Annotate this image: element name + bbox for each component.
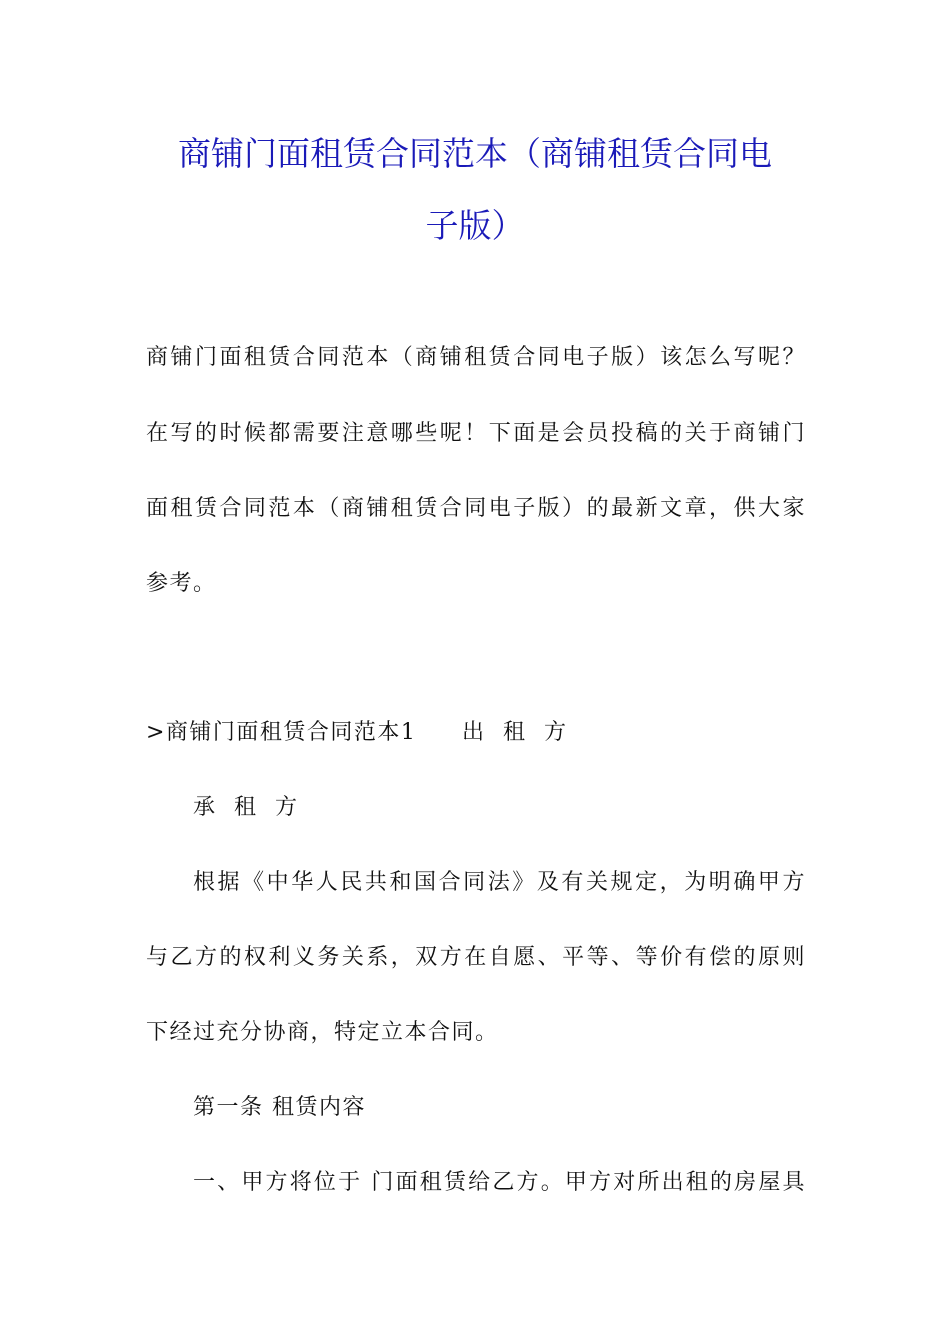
article-1-line-1: 一、甲方将位于 门面租赁给乙方。甲方对所出租的房屋具	[193, 1170, 806, 1195]
title-line-1: 商铺门面租赁合同范本（商铺租赁合同电	[178, 134, 772, 173]
preamble-line-2: 与乙方的权利义务关系，双方在自愿、平等、等价有偿的原则	[146, 945, 806, 970]
preamble-line-1: 根据《中华人民共和国合同法》及有关规定，为明确甲方	[193, 870, 806, 895]
lessee-label: 承 租 方	[193, 795, 303, 820]
article-1-heading: 第一条 租赁内容	[193, 1095, 366, 1120]
document-title	[120, 118, 830, 262]
intro-line-1: 商铺门面租赁合同范本（商铺租赁合同电子版）该怎么写呢？	[146, 345, 806, 370]
intro-line-4: 参考。	[146, 571, 217, 596]
title-line-2: 子版）	[425, 206, 525, 245]
lessor-label: 出 租 方	[462, 720, 572, 745]
section-heading: >商铺门面租赁合同范本1	[146, 720, 417, 745]
preamble-line-3: 下经过充分协商，特定立本合同。	[146, 1020, 499, 1045]
intro-line-2: 在写的时候都需要注意哪些呢！下面是会员投稿的关于商铺门	[146, 421, 806, 446]
intro-line-3: 面租赁合同范本（商铺租赁合同电子版）的最新文章，供大家	[146, 496, 806, 521]
